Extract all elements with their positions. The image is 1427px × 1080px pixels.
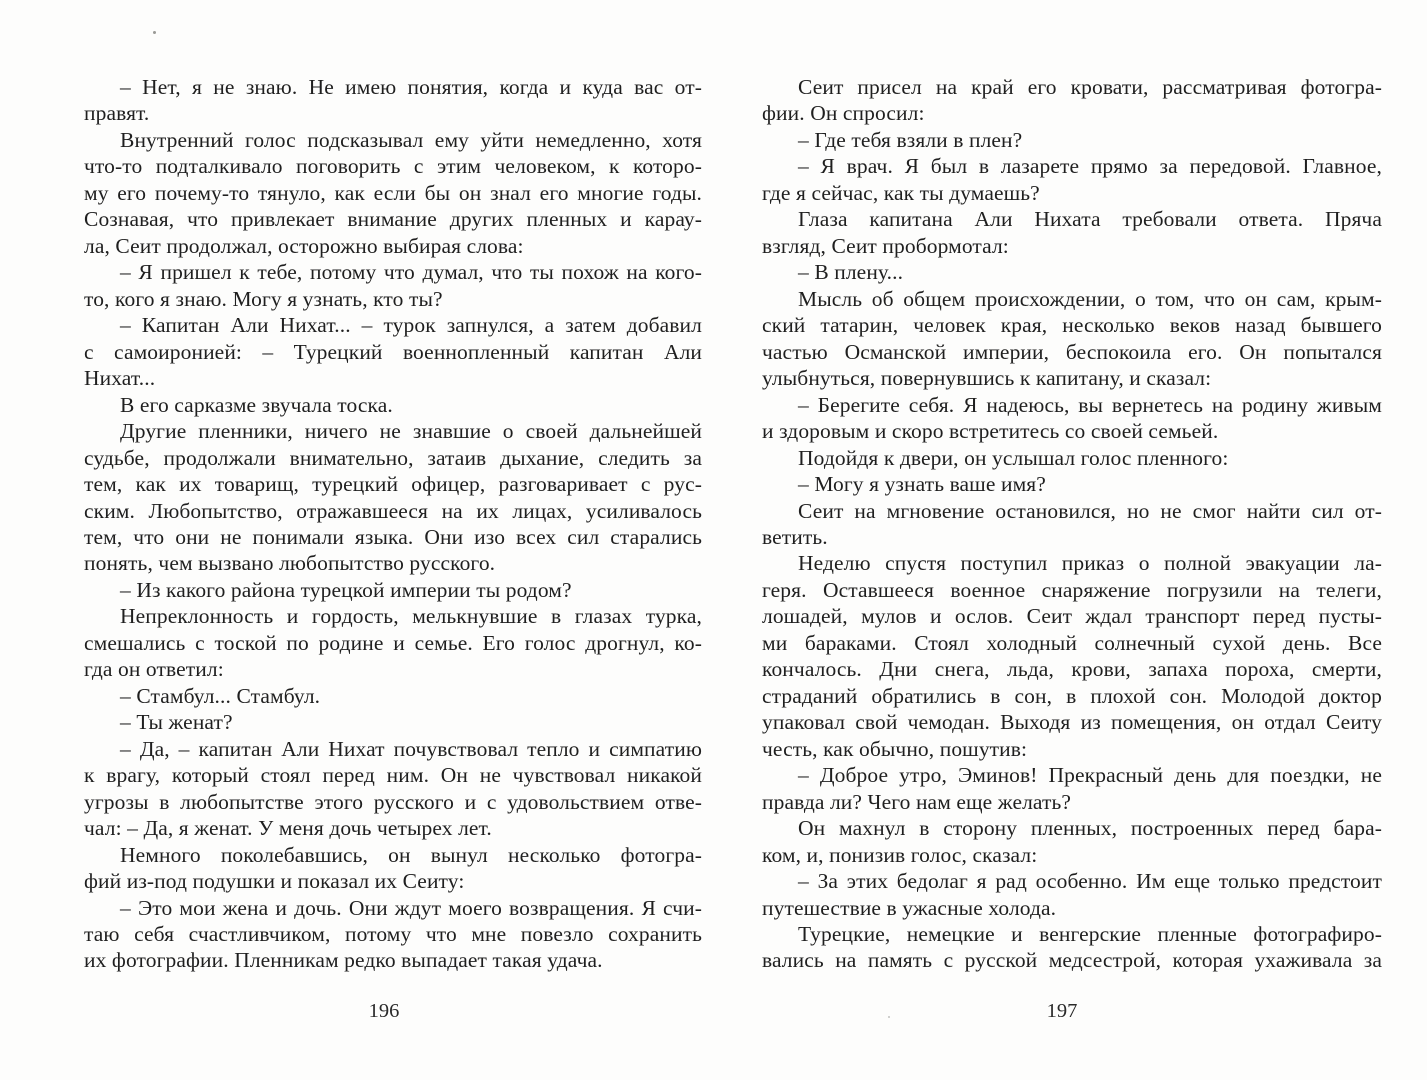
- text-line: таю себя счастливчиком, потому что мне повезло сохранить: [84, 922, 702, 946]
- text-line: – Я врач. Я был в лазарете прямо за передовой. Главное,: [798, 154, 1382, 179]
- text-line: му его почему-то тянуло, как если бы он знал его многие годы.: [84, 180, 702, 205]
- text-line: ским. Любопытство, отражавшееся на их лицах, усиливалось: [84, 498, 702, 523]
- text-line: судьбе, продолжали внимательно, затаив дыхание, следить за: [84, 445, 702, 470]
- text-line: лошадей, мулов и ослов. Сеит ждал транспорт перед пусты-: [762, 604, 1382, 629]
- text-line: – Могу я узнать ваше имя?: [798, 472, 1046, 497]
- text-line: где я сейчас, как ты думаешь?: [762, 180, 1040, 205]
- text-line: Непреклонность и гордость, мелькнувшие в глазах турка,: [120, 604, 702, 629]
- scan-speck: [888, 1016, 890, 1018]
- text-line: путешествие в ужасные холода.: [762, 895, 1057, 920]
- text-line: – Нет, я не знаю. Не имею понятия, когда и куда вас от-: [120, 75, 702, 99]
- text-line: – В плену...: [798, 260, 904, 285]
- text-line: – Капитан Али Нихат... – турок запнулся, а затем добавил: [120, 313, 702, 338]
- text-line: угрозы в любопытстве этого русского и с удовольствием отве-: [84, 789, 702, 814]
- text-line: их фотографии. Пленникам редко выпадает такая удача.: [84, 948, 603, 973]
- scan-speck: [153, 31, 156, 34]
- text-line: смешались с тоской по родине и семье. Его голос дрогнул, ко-: [84, 630, 702, 655]
- text-line: ми бараками. Стоял холодный солнечный сухой день. Все: [762, 630, 1382, 655]
- text-line: – Стамбул... Стамбул.: [120, 683, 321, 708]
- text-line: Немного поколебавшись, он вынул несколько фотогра-: [120, 842, 702, 867]
- text-line: правда ли? Чего нам еще желать?: [762, 789, 1072, 814]
- text-line: вались на память с русской медсестрой, которая ухаживала за: [762, 948, 1382, 973]
- text-line: Сознавая, что привлекает внимание других пленных и карау-: [84, 207, 702, 232]
- text-line: Другие пленники, ничего не знавшие о своей дальнейшей: [120, 419, 702, 444]
- text-line: – Из какого района турецкой империи ты родом?: [120, 577, 572, 602]
- text-line: правят.: [84, 101, 150, 126]
- text-line: частью Османской империи, беспокоила его. Он попытался: [762, 339, 1382, 364]
- text-line: улыбнуться, повернувшись к капитану, и сказал:: [762, 366, 1212, 391]
- text-line: честь, как обычно, пошутив:: [762, 736, 1028, 761]
- text-line: Турецкие, немецкие и венгерские пленные фотографиро-: [798, 922, 1382, 946]
- text-line: то, кого я знаю. Могу я узнать, кто ты?: [84, 286, 443, 311]
- page-left-text: [84, 74, 702, 974]
- text-line: Сеит присел на край его кровати, рассматривая фотогра-: [798, 75, 1382, 99]
- text-line: фий из-под подушки и показал их Сеиту:: [84, 869, 465, 894]
- page-number-left: 196: [368, 1000, 400, 1022]
- text-line: ком, и, понизив голос, сказал:: [762, 842, 1038, 867]
- page-number-right: 197: [1046, 1000, 1078, 1022]
- page-right-text: [762, 74, 1382, 974]
- text-line: тем, что они не понимали языка. Они изо всех сил старались: [84, 524, 702, 549]
- text-line: чал: – Да, я женат. У меня дочь четырех лет.: [84, 816, 492, 841]
- text-line: фии. Он спросил:: [762, 101, 925, 126]
- text-line: кончалось. Дни снега, льда, крови, запаха пороха, смерти,: [762, 657, 1382, 682]
- text-line: – Это мои жена и дочь. Они ждут моего возвращения. Я счи-: [120, 895, 702, 920]
- text-line: Глаза капитана Али Нихата требовали ответа. Пряча: [798, 207, 1382, 232]
- text-line: Внутренний голос подсказывал ему уйти немедленно, хотя: [120, 127, 702, 152]
- text-line: гда он ответил:: [84, 657, 224, 682]
- text-line: – Доброе утро, Эминов! Прекрасный день для поездки, не: [798, 763, 1382, 788]
- text-line: Неделю спустя поступил приказ о полной эвакуации ла-: [798, 551, 1382, 576]
- text-line: тем, как их товарищ, турецкий офицер, разговаривает с рус-: [84, 472, 702, 497]
- text-line: Мысль об общем происхождении, о том, что он сам, крым-: [798, 286, 1382, 311]
- text-line: В его сарказме звучала тоска.: [120, 392, 393, 417]
- text-line: к врагу, который стоял перед ним. Он не чувствовал никакой: [84, 763, 702, 788]
- text-line: ла, Сеит продолжал, осторожно выбирая слова:: [84, 233, 524, 258]
- text-line: ский татарин, человек края, несколько веков назад бывшего: [762, 313, 1382, 338]
- text-line: Нихат...: [84, 366, 156, 391]
- text-line: – Где тебя взяли в плен?: [798, 127, 1023, 152]
- text-line: ветить.: [762, 524, 828, 549]
- text-line: – Ты женат?: [120, 710, 233, 735]
- text-line: и здоровым и скоро встретитесь со своей семьей.: [762, 419, 1219, 444]
- text-line: – Я пришел к тебе, потому что думал, что ты похож на кого-: [120, 260, 702, 285]
- text-line: взгляд, Сеит пробормотал:: [762, 233, 1009, 258]
- text-line: – Берегите себя. Я надеюсь, вы вернетесь на родину живым: [798, 392, 1382, 417]
- text-line: Подойдя к двери, он услышал голос пленного:: [798, 445, 1229, 470]
- text-line: страданий обратились в сон, в плохой сон. Молодой доктор: [762, 683, 1382, 708]
- text-line: – Да, – капитан Али Нихат почувствовал тепло и симпатию: [120, 736, 702, 761]
- text-line: понять, чем вызвано любопытство русского.: [84, 551, 496, 576]
- text-line: Он махнул в сторону пленных, построенных перед бара-: [798, 816, 1382, 841]
- text-line: – За этих бедолаг я рад особенно. Им еще только предстоит: [798, 869, 1382, 894]
- text-line: с самоиронией: – Турецкий военнопленный капитан Али: [84, 339, 702, 364]
- text-line: Сеит на мгновение остановился, но не смог найти сил от-: [798, 498, 1382, 523]
- text-line: что-то подталкивало поговорить с этим человеком, к которо-: [84, 154, 702, 179]
- text-line: геря. Оставшееся военное снаряжение погрузили на телеги,: [762, 577, 1382, 602]
- text-line: упаковал свой чемодан. Выходя из помещения, он отдал Сеиту: [762, 710, 1382, 735]
